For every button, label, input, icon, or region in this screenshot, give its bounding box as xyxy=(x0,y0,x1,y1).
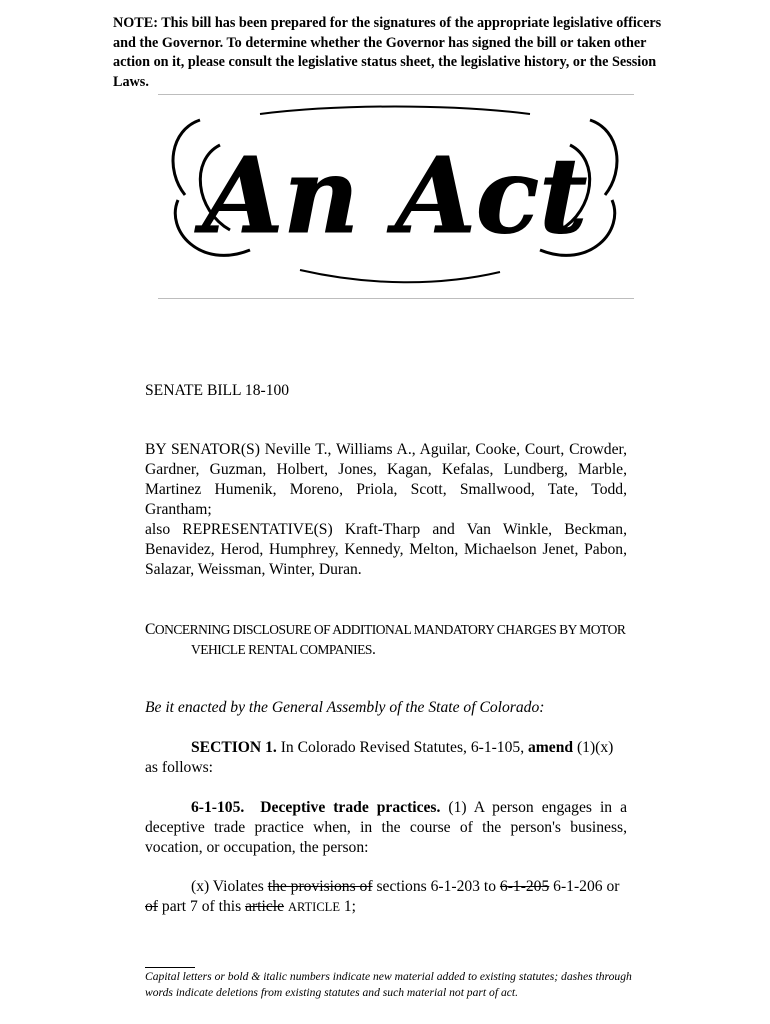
section-1-heading: SECTION 1. xyxy=(191,739,277,756)
statute-number: 6-1-105. xyxy=(191,799,245,816)
deleted-text-2: 6-1-205 xyxy=(499,878,550,895)
amend-keyword: amend xyxy=(528,739,574,756)
title-bottom-rule xyxy=(158,298,634,299)
subx-text-3: part 7 of this xyxy=(158,898,246,915)
statute-text: (1) A person engages in a deceptive trade practice when, in the course of the person's business, vocation, or occupation, the person: xyxy=(145,799,628,856)
governor-signature-note: NOTE: This bill has been prepared for the signatures of the appropriate legislative officers and the Governor. To determine whether the Governor has signed the bill or taken other action on it, please consult the legislative status sheet, the legislative history, or the Session Laws. xyxy=(113,15,662,90)
subx-text-1: sections 6-1-203 to xyxy=(372,878,500,895)
deleted-text-4: article xyxy=(245,898,285,915)
concerning-line-2: VEHICLE RENTAL COMPANIES xyxy=(191,642,372,657)
subx-text-5: 1; xyxy=(339,898,356,915)
deleted-text-1: the provisions of xyxy=(267,878,373,895)
title-top-rule xyxy=(158,94,634,95)
enacting-clause: Be it enacted by the General Assembly of the State of Colorado: xyxy=(145,699,545,716)
senate-sponsors: BY SENATOR(S) Neville T., Williams A., Aguilar, Cooke, Court, Crowder, Gardner, Guzman, Holbert, Jones, Kagan, Kefalas, Lundberg, Marble, Martinez Humenik, Moreno, Priola, Scott, Smallwood, Tate, Todd, Grantham; xyxy=(145,441,627,518)
an-act-title-art xyxy=(160,100,630,296)
added-text-article: ARTICLE xyxy=(287,900,340,914)
subx-text-2: 6-1-206 or xyxy=(549,878,620,895)
section-1-text-a: In Colorado Revised Statutes, 6-1-105, xyxy=(276,739,528,756)
bill-number: SENATE BILL 18-100 xyxy=(145,382,290,399)
footnote-rule xyxy=(145,967,195,968)
concerning-initial: C xyxy=(145,621,155,638)
house-sponsors: also REPRESENTATIVE(S) Kraft-Tharp and Van Winkle, Beckman, Benavidez, Herod, Humphrey, Kennedy, Melton, Michaelson Jenet, Pabon, Salazar, Weissman, Winter, Duran. xyxy=(145,521,627,578)
concerning-line-1: ONCERNING DISCLOSURE OF ADDITIONAL MANDATORY CHARGES BY MOTOR xyxy=(154,622,626,637)
statute-6-1-105 xyxy=(145,798,627,858)
section-1-text-b: (1)(x) as follows: xyxy=(145,739,614,776)
title-text: An Act xyxy=(202,134,588,257)
sponsors-block xyxy=(145,440,627,580)
bill-title-concerning xyxy=(145,620,627,660)
footnote: Capital letters or bold & italic numbers indicate new material added to existing statutes; dashes through words indicate deletions from existing statutes and such material not part of act. xyxy=(145,970,632,999)
statute-heading: Deceptive trade practices. xyxy=(260,799,441,816)
subx-lead: (x) Violates xyxy=(191,878,268,895)
subsection-x xyxy=(145,877,627,917)
concerning-period: . xyxy=(371,641,376,658)
section-1 xyxy=(145,738,627,778)
deleted-text-3: of xyxy=(145,898,158,915)
